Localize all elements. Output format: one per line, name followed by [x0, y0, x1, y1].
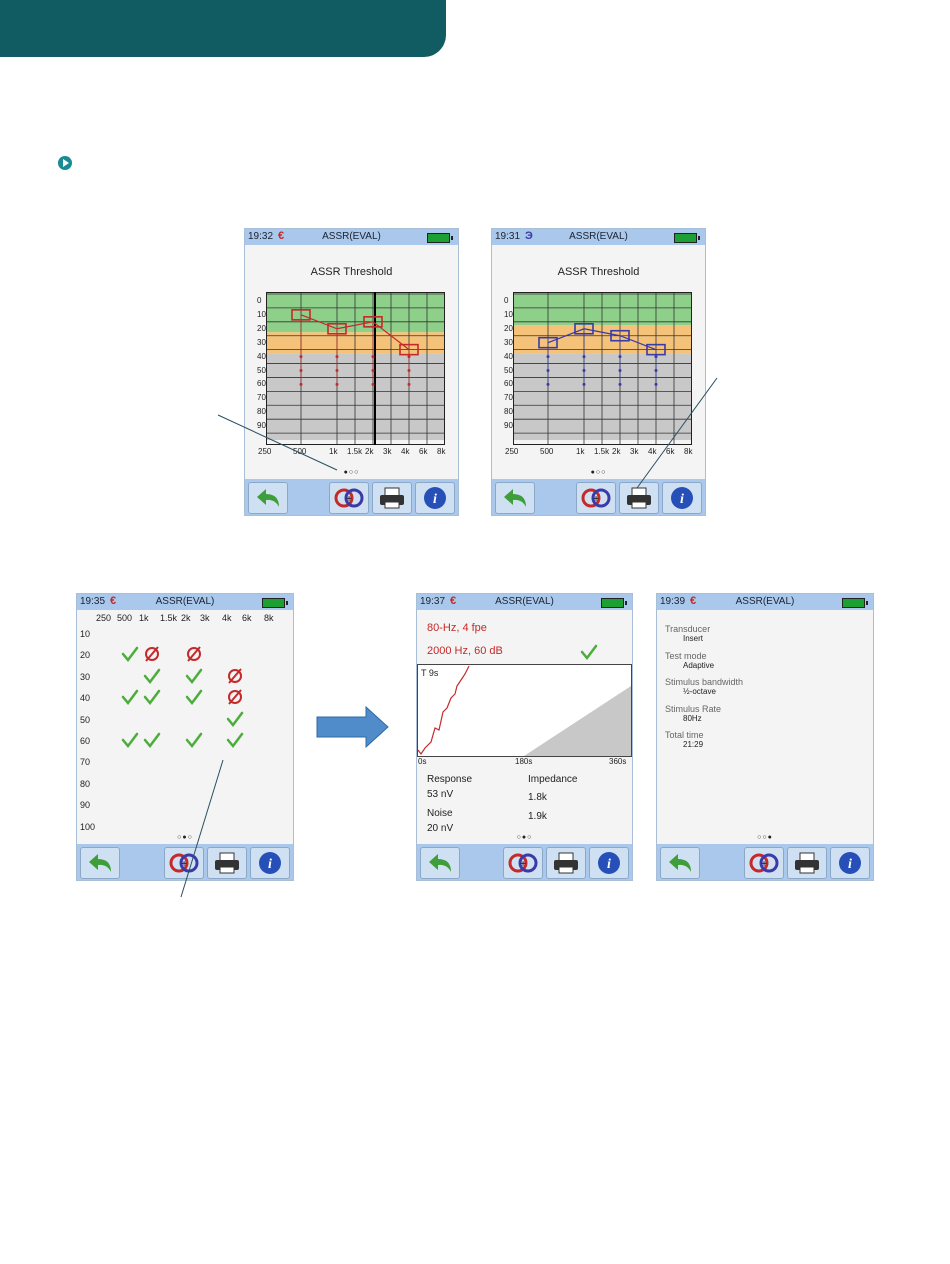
- left-ear-icon: €: [110, 595, 117, 607]
- page-indicator: ○●○: [177, 834, 193, 841]
- y-axis-label: 10: [257, 309, 266, 319]
- stimulus-rate-label: 80-Hz, 4 fpe: [427, 622, 487, 634]
- level-label: 30: [80, 671, 91, 682]
- y-axis-label: 80: [257, 407, 266, 417]
- y-axis-label: 60: [257, 379, 266, 389]
- graph-title: ASSR Threshold: [310, 266, 393, 278]
- clock: 19:32: [248, 231, 274, 242]
- response-value: 53 nV: [427, 789, 454, 800]
- summary-value: 21:29: [683, 740, 704, 749]
- frequency-label: 2k: [181, 613, 191, 623]
- frequency-label: 4k: [222, 613, 232, 623]
- y-axis-label: 30: [257, 337, 266, 347]
- impedance-value-1: 1.8k: [528, 792, 547, 803]
- right-ear-icon: Э: [525, 230, 533, 242]
- level-label: 10: [80, 629, 91, 639]
- y-axis-label: 50: [504, 365, 513, 375]
- frequency-label: 3k: [200, 613, 210, 623]
- x-axis-label: 4k: [401, 447, 410, 456]
- summary-value: Adaptive: [683, 660, 715, 670]
- summary-label: Test mode: [665, 650, 707, 661]
- page-indicator: ●○○: [590, 469, 607, 476]
- level-label: 70: [80, 757, 91, 768]
- x-axis-label: 250: [258, 447, 272, 456]
- time-label: T 9s: [421, 668, 439, 678]
- page-indicator: ○○●: [757, 834, 773, 841]
- x-axis-label: 6k: [666, 447, 675, 456]
- level-label: 60: [80, 736, 91, 746]
- screen-title: ASSR(EVAL): [322, 231, 381, 242]
- x-axis-label: 500: [540, 447, 554, 456]
- frequency-label: 500: [117, 613, 133, 623]
- svg-text:+: +: [346, 494, 352, 505]
- svg-text:i: i: [680, 492, 684, 507]
- y-axis-label: 70: [504, 393, 513, 403]
- time-axis-start: 0s: [418, 757, 427, 766]
- y-axis-label: 20: [504, 323, 513, 333]
- left-ear-icon: €: [690, 595, 697, 607]
- svg-text:i: i: [848, 857, 852, 872]
- screen-title: ASSR(EVAL): [495, 596, 554, 607]
- page-indicator: ○●○: [516, 834, 533, 841]
- level-label: 40: [80, 693, 91, 704]
- page-indicator: ●○○: [343, 469, 360, 476]
- x-axis-label: 1k: [329, 447, 338, 456]
- level-label: 100: [80, 821, 96, 832]
- screen-title: ASSR(EVAL): [155, 596, 215, 607]
- x-axis-label: 250: [505, 447, 519, 456]
- summary-label: Total time: [665, 730, 704, 740]
- summary-value: ½-octave: [683, 687, 716, 696]
- clock: 19:35: [80, 596, 106, 607]
- summary-label: Transducer: [665, 624, 711, 634]
- svg-text:i: i: [607, 857, 611, 872]
- y-axis-label: 80: [504, 407, 513, 417]
- y-axis-label: 90: [257, 421, 266, 431]
- svg-text:+: +: [593, 494, 599, 505]
- y-axis-label: 40: [257, 351, 266, 361]
- time-axis-mid: 180s: [515, 757, 533, 766]
- x-axis-label: 6k: [419, 447, 428, 456]
- summary-value: Insert: [683, 634, 704, 643]
- impedance-label: Impedance: [528, 774, 578, 785]
- x-axis-label: 1.5k: [347, 447, 363, 456]
- x-axis-label: 2k: [365, 447, 374, 456]
- y-axis-label: 30: [504, 337, 513, 347]
- svg-text:+: +: [761, 859, 767, 870]
- level-label: 20: [80, 650, 91, 661]
- screen-title: ASSR(EVAL): [569, 231, 628, 242]
- screen-title: ASSR(EVAL): [735, 596, 795, 607]
- noise-value: 20 nV: [427, 823, 454, 834]
- clock: 19:39: [660, 596, 686, 607]
- x-axis-label: 8k: [437, 447, 446, 456]
- clock: 19:37: [420, 596, 446, 607]
- level-label: 50: [80, 714, 91, 725]
- summary-value: 80Hz: [683, 713, 702, 723]
- x-axis-label: 1k: [576, 447, 585, 456]
- impedance-value-2: 1.9k: [528, 811, 547, 822]
- y-axis-label: 70: [257, 393, 266, 403]
- clock: 19:31: [495, 231, 521, 242]
- callout-line-page-dots: [218, 415, 337, 470]
- left-ear-icon: €: [450, 595, 457, 607]
- y-axis-label: 60: [504, 379, 513, 389]
- x-axis-label: 3k: [630, 447, 639, 456]
- frequency-label: 250: [96, 613, 112, 623]
- graph-title: ASSR Threshold: [557, 266, 640, 278]
- svg-text:+: +: [520, 859, 526, 870]
- noise-label: Noise: [427, 808, 453, 819]
- y-axis-label: 0: [504, 295, 509, 305]
- frequency-label: 1k: [139, 613, 149, 623]
- stimulus-level-label: 2000 Hz, 60 dB: [427, 645, 503, 657]
- y-axis-label: 90: [504, 421, 513, 431]
- frequency-label: 6k: [242, 613, 252, 623]
- x-axis-label: 500: [293, 447, 307, 456]
- response-label: Response: [427, 774, 473, 785]
- frequency-label: 1.5k: [160, 613, 178, 623]
- time-axis-end: 360s: [609, 757, 627, 766]
- callout-line-print: [637, 378, 717, 488]
- y-axis-label: 20: [257, 323, 266, 333]
- y-axis-label: 10: [504, 309, 513, 319]
- y-axis-label: 0: [257, 295, 262, 305]
- svg-text:i: i: [268, 857, 272, 872]
- left-ear-icon: €: [278, 230, 285, 242]
- y-axis-label: 40: [504, 351, 513, 361]
- x-axis-label: 3k: [383, 447, 392, 456]
- callout-line-checklist: [181, 760, 223, 897]
- svg-text:+: +: [181, 859, 187, 870]
- summary-label: Stimulus Rate: [665, 703, 722, 714]
- level-label: 90: [80, 800, 91, 811]
- summary-label: Stimulus bandwidth: [665, 677, 744, 687]
- level-label: 80: [80, 778, 91, 789]
- y-axis-label: 50: [257, 365, 266, 375]
- svg-text:i: i: [433, 492, 437, 507]
- frequency-label: 8k: [264, 613, 274, 623]
- x-axis-label: 4k: [648, 447, 657, 456]
- x-axis-label: 8k: [684, 447, 693, 456]
- x-axis-label: 2k: [612, 447, 621, 456]
- x-axis-label: 1.5k: [594, 447, 610, 456]
